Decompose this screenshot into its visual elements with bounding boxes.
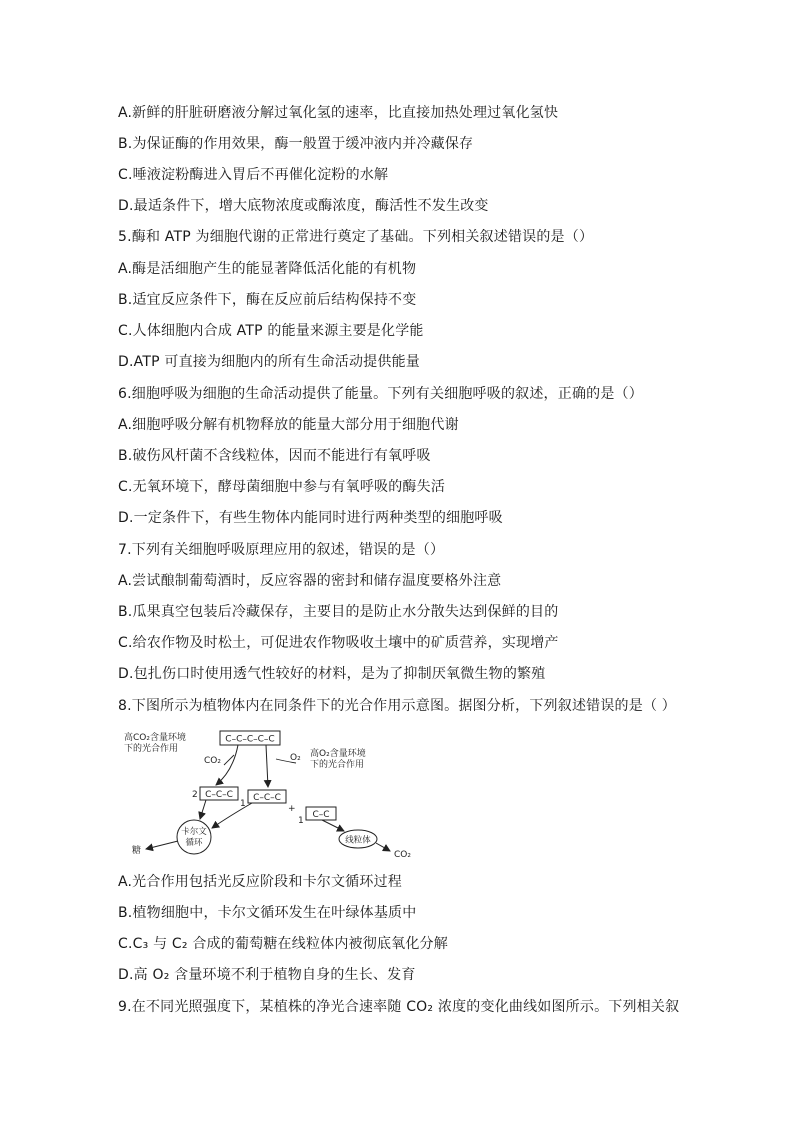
calvin-line2: 循环 xyxy=(185,838,203,848)
option-5c: C.人体细胞内合成 ATP 的能量来源主要是化学能 xyxy=(118,323,424,339)
label-high-o2-line1: 高O₂含量环境 xyxy=(310,749,366,759)
label-high-co2-line2: 下的光合作用 xyxy=(124,744,179,754)
question-5-stem: 5.酶和 ATP 为细胞代谢的正常进行奠定了基础。下列相关叙述错误的是（） xyxy=(118,229,594,245)
option-6c: C.无氧环境下，酵母菌细胞中参与有氧呼吸的酶失活 xyxy=(118,479,446,495)
label-high-co2-line1: 高CO₂含量环境 xyxy=(124,733,186,743)
label-high-o2-line2: 下的光合作用 xyxy=(310,760,365,770)
arrow-calvin-to-sugar xyxy=(146,841,178,849)
option-7c: C.给农作物及时松土，可促进农作物吸收土壤中的矿质营养，实现增产 xyxy=(118,635,559,651)
option-7b: B.瓜果真空包装后冷藏保存，主要目的是防止水分散失达到保鲜的目的 xyxy=(118,604,559,620)
plus-sign: + xyxy=(288,804,296,814)
o2-input-label: O₂ xyxy=(290,753,301,763)
option-8c: C.C₃ 与 C₂ 合成的葡萄糖在线粒体内被彻底氧化分解 xyxy=(118,936,448,952)
arrow-mito-to-co2 xyxy=(376,843,390,851)
option-7d: D.包扎伤口时使用透气性较好的材料，是为了抑制厌氧微生物的繁殖 xyxy=(118,666,546,682)
option-5d: D.ATP 可直接为细胞内的所有生命活动提供能量 xyxy=(118,354,420,370)
option-4b: B.为保证酶的作用效果，酶一般置于缓冲液内并冷藏保存 xyxy=(118,136,474,152)
option-6d: D.一定条件下，有些生物体内能同时进行两种类型的细胞呼吸 xyxy=(118,510,503,526)
option-7a: A.尝试酿制葡萄酒时，反应容器的密封和储存温度要格外注意 xyxy=(118,573,502,589)
option-6a: A.细胞呼吸分解有机物释放的能量大部分用于细胞代谢 xyxy=(118,417,459,433)
option-5a: A.酶是活细胞产生的能显著降低活化能的有机物 xyxy=(118,261,417,277)
arrow-c5-to-c3-mid xyxy=(266,745,268,787)
option-4d: D.最适条件下，增大底物浓度或酶浓度，酶活性不发生改变 xyxy=(118,198,489,214)
calvin-cycle-circle xyxy=(177,820,211,854)
coef-1b: 1 xyxy=(298,816,304,826)
coef-2: 2 xyxy=(192,790,198,800)
c2-label: C–C xyxy=(312,810,330,820)
photosynthesis-diagram xyxy=(118,727,438,862)
arrow-c3left-to-calvin xyxy=(200,800,206,819)
mito-label: 线粒体 xyxy=(345,835,371,846)
co2-output-label: CO₂ xyxy=(394,850,411,860)
option-8a: A.光合作用包括光反应阶段和卡尔文循环过程 xyxy=(118,874,402,890)
option-4a: A.新鲜的肝脏研磨液分解过氧化氢的速率，比直接加热处理过氧化氢快 xyxy=(118,105,559,121)
option-5b: B.适宜反应条件下，酶在反应前后结构保持不变 xyxy=(118,292,417,308)
option-8d: D.高 O₂ 含量环境不利于植物自身的生长、发育 xyxy=(118,967,416,983)
question-9-stem: 9.在不同光照强度下，某植株的净光合速率随 CO₂ 浓度的变化曲线如图所示。下列相关叙 xyxy=(118,999,680,1015)
arrow-c3mid-to-calvin xyxy=(212,803,252,828)
option-4c: C.唾液淀粉酶进入胃后不再催化淀粉的水解 xyxy=(118,167,389,183)
calvin-line1: 卡尔文 xyxy=(181,827,207,837)
co2-input-label: CO₂ xyxy=(204,756,221,766)
arrow-c2-to-mito xyxy=(322,820,344,831)
question-6-stem: 6.细胞呼吸为细胞的生命活动提供了能量。下列有关细胞呼吸的叙述，正确的是（） xyxy=(118,386,643,402)
question-7-stem: 7.下列有关细胞呼吸原理应用的叙述，错误的是（） xyxy=(118,542,445,558)
sugar-label: 糖 xyxy=(132,846,142,856)
c3-left-label: C–C–C xyxy=(205,790,233,800)
question-8-stem: 8.下图所示为植物体内在同条件下的光合作用示意图。据图分析，下列叙述错误的是（ ） xyxy=(118,698,677,714)
option-8b: B.植物细胞中，卡尔文循环发生在叶绿体基质中 xyxy=(118,905,417,921)
coef-1a: 1 xyxy=(240,799,246,809)
option-6b: B.破伤风杆菌不含线粒体，因而不能进行有氧呼吸 xyxy=(118,448,431,464)
c3-mid-label: C–C–C xyxy=(253,793,281,803)
c5-label: C–C–C–C–C xyxy=(225,734,275,745)
